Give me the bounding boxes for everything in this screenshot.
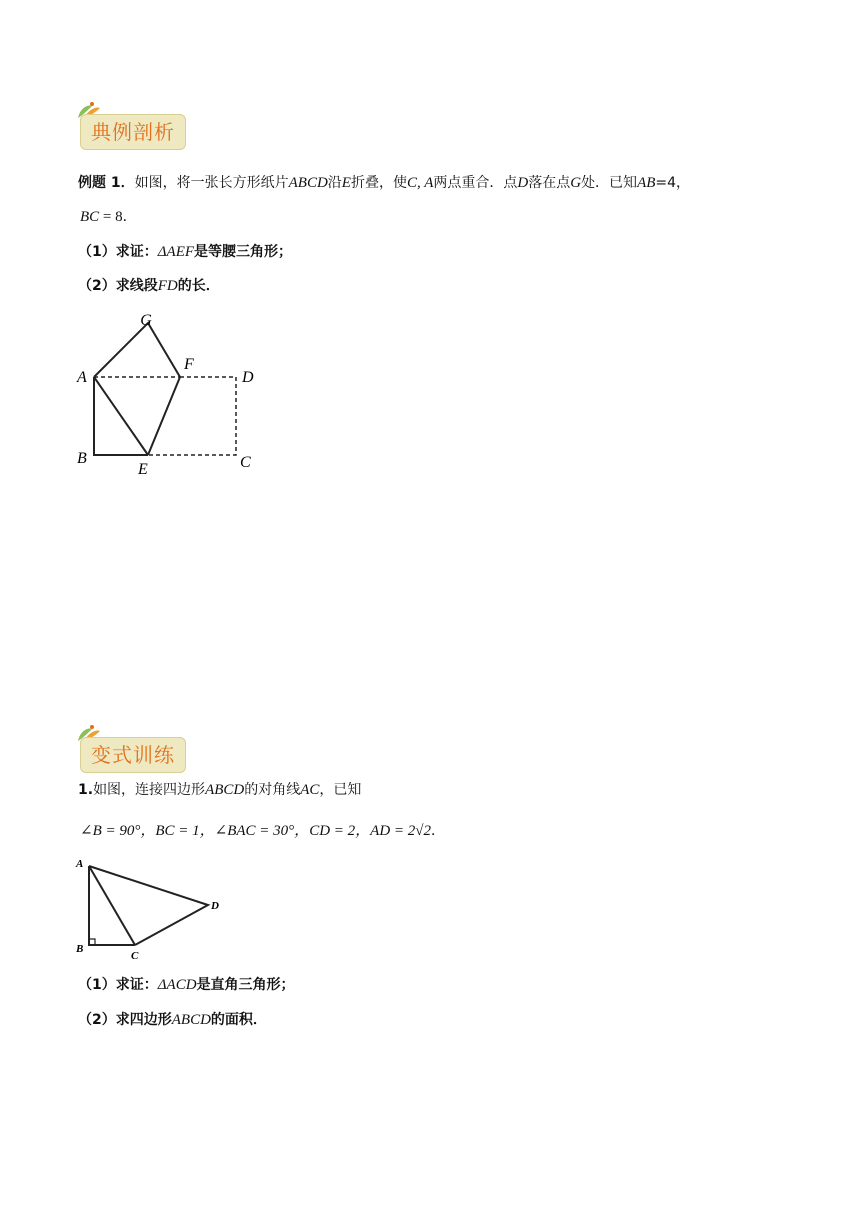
label-D: D xyxy=(211,900,219,912)
label-G: G xyxy=(140,312,152,329)
example-question-2: （2）求线段FD的长． xyxy=(78,278,220,294)
variant-question-2: （2）求四边形ABCD的面积． xyxy=(78,1012,267,1028)
section-title-examples: 典例剖析 xyxy=(80,114,186,150)
example-statement-line1: 例题 1．如图，将一张长方形纸片ABCD沿E折叠，使C, A两点重合．点D落在点G处．已知AB=4， xyxy=(78,175,691,191)
example-label: 例题 1． xyxy=(78,175,135,191)
label-A: A xyxy=(76,858,84,870)
variant-statement-line1: 1.如图，连接四边形ABCD的对角线AC，已知 xyxy=(78,782,362,798)
example-question-1: （1）求证：ΔAEF是等腰三角形； xyxy=(78,244,293,260)
dashed-FDCE xyxy=(148,377,236,455)
label-A: A xyxy=(77,369,87,386)
example-statement-line2: BC = 8． xyxy=(80,209,137,225)
fold-triangle-AGF xyxy=(94,323,180,377)
label-D: D xyxy=(242,369,254,386)
label-F: F xyxy=(184,356,194,373)
segment-AE xyxy=(94,377,148,455)
label-C: C xyxy=(131,950,139,962)
label-C: C xyxy=(240,454,251,471)
label-E: E xyxy=(138,461,148,478)
label-B: B xyxy=(77,450,87,467)
variant-number: 1. xyxy=(78,782,94,798)
figure-quadrilateral xyxy=(72,854,232,964)
section-title-variant: 变式训练 xyxy=(80,737,186,773)
variant-question-1: （1）求证：ΔACD是直角三角形； xyxy=(78,977,295,993)
variant-conditions: ∠B = 90°，BC = 1，∠BAC = 30°，CD = 2，AD = 2√2． xyxy=(80,823,446,839)
edges-ADC xyxy=(89,866,208,945)
segment-FE xyxy=(148,377,180,455)
figure-folded-rectangle xyxy=(70,305,270,480)
label-B: B xyxy=(76,943,84,955)
